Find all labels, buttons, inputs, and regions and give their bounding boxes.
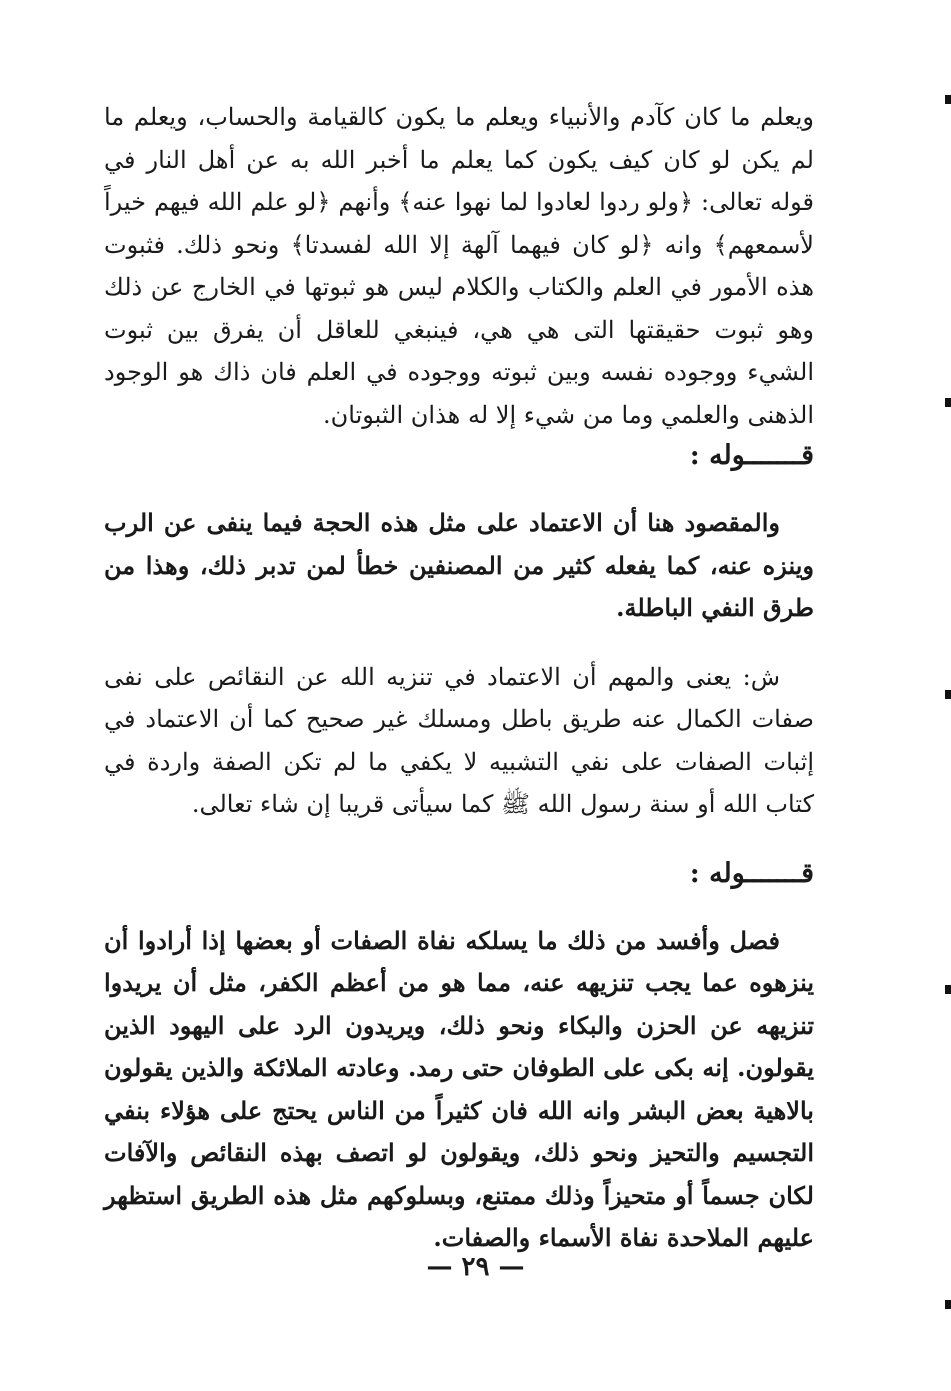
commentary-paragraph-2: ش: يعنى والمهم أن الاعتماد في تنزيه الله عن النقائص على نفى صفات الكمال عنه طريق باطل ومسلك غير صحيح كما أن الاعتماد في إثبات الصفات على نفي التشبيه لا يكفي ما لم تكن الصفة واردة في كتاب الله أو سنة رسول الله ﷺ كما سيأتى قريبا إن شاء تعالى. xyxy=(104,662,814,818)
scan-edge-mark xyxy=(945,95,951,104)
page-number: — ٢٩ — xyxy=(426,1252,525,1282)
scan-edge-mark xyxy=(945,690,951,699)
section-heading-2: قـــــــوله : xyxy=(689,857,814,889)
section-heading-1: قـــــــوله : xyxy=(689,440,814,471)
scan-edge-mark xyxy=(945,1300,951,1309)
scan-edge-mark xyxy=(945,985,951,994)
page-body xyxy=(104,96,814,1260)
quoted-text-paragraph-1: والمقصود هنا أن الاعتماد على مثل هذه الحجة فيما ينفى عن الرب وينزه عنه، كما يفعله كثير من المصنفين خطأ لمن تدبر ذلك، وهذا من طرق النفي الباطلة. xyxy=(104,508,814,622)
scan-edge-mark xyxy=(945,398,951,407)
quoted-text-paragraph-2: فصل وأفسد من ذلك ما يسلكه نفاة الصفات أو بعضها إذا أرادوا أن ينزهوه عما يجب تنزيهه عنه، مما هو من أعظم الكفر، مثل أن يريدوا تنزيهه عن الحزن والبكاء ونحو ذلك، ويريدون الرد على اليهود الذين يقولون. إنه بكى على الطوفان حتى رمد. وعادته الملائكة والذين يقولون بالاهية بعض البشر وانه الله فان كثيراً من الناس يحتج على هؤلاء بنفي التجسيم والتحيز ونحو ذلك، ويقولون لو اتصف بهذه النقائص والآفات لكان جسماً أو متحيزاً وذلك ممتنع، وبسلوكهم مثل هذه الطريق استظهر عليهم الملاحدة نفاة الأسماء والصفات. xyxy=(104,925,814,1252)
commentary-paragraph-1: ويعلم ما كان كآدم والأنبياء ويعلم ما يكون كالقيامة والحساب، ويعلم ما لم يكن لو كان كيف يكون كما يعلم ما أخبر الله به عن أهل النار في قوله تعالى: ﴿ولو ردوا لعادوا لما نهوا عنه﴾ وأنهم ﴿لو علم الله فيهم خيراً لأسمعهم﴾ وانه ﴿لو كان فيهما آلهة إلا الله لفسدتا﴾ ونحو ذلك. فثبوت هذه الأمور في العلم والكتاب والكلام ليس هو ثبوتها في الخارج عن ذلك وهو ثبوت حقيقتها التى هي هي، فينبغي للعاقل أن يفرق بين ثبوت الشيء ووجوده نفسه وبين ثبوته ووجوده في العلم فان ذاك هو الوجود الذهنى والعلمي وما من شيء إلا له هذان الثبوتان. xyxy=(104,103,814,429)
